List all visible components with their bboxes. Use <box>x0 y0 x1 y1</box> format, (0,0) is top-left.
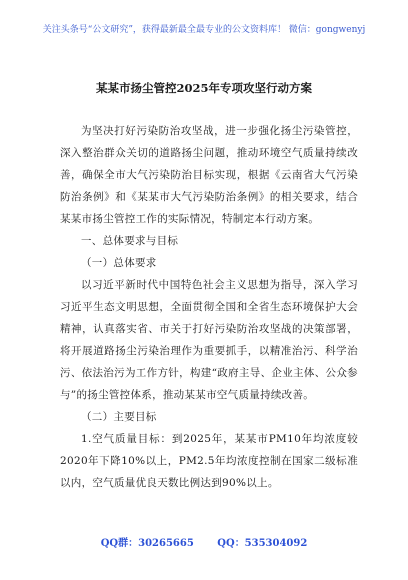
document-body <box>60 120 358 494</box>
goals-paragraph: 1.空气质量目标：到2025年，某某市PM10年均浓度较2020年下降10%以上，PM2.5年均浓度控制在国家二级标准以内，空气质量优良天数比例达到90%以上。 <box>60 433 358 489</box>
overall-requirements-paragraph: 以习近平新时代中国特色社会主义思想为指导，深入学习习近平生态文明思想，全面贯彻全国和全省生态环境保护大会精神，认真落实省、市关于打好污染防治攻坚战的决策部署，将开展道路扬尘污染治理作为重要抓手，以精准治污、科学治污、依法治污为工作方针，构建“政府主导、企业主体、公众参与”的扬尘管控体系，推动某某市空气质量持续改善。 <box>60 279 358 401</box>
intro-paragraph: 为坚决打好污染防治攻坚战，进一步强化扬尘污染管控，深入整治群众关切的道路扬尘问题，推动环境空气质量持续改善，确保全市大气污染防治目标实现，根据《云南省大气污染防治条例》和《某某市大气污染防治条例》的相关要求，结合某某市扬尘管控工作的实际情况，特制定本行动方案。 <box>60 125 358 225</box>
document-title: 某某市扬尘管控2025年专项攻坚行动方案 <box>95 81 312 95</box>
subsection-heading-goals: （二）主要目标 <box>81 411 157 423</box>
footer-contact <box>0 534 408 549</box>
footer-qq-number: QQ：535304092 <box>217 538 308 549</box>
footer-qq-group: QQ群：30265665 <box>100 538 194 549</box>
header-promo-note: 关注头条号“公文研究”，获得最新最全最专业的公文资料库！ 微信：gongwenyj <box>42 25 366 35</box>
subsection-heading-overall: （一）总体要求 <box>81 257 157 269</box>
section-heading-1: 一、总体要求与目标 <box>81 235 179 247</box>
